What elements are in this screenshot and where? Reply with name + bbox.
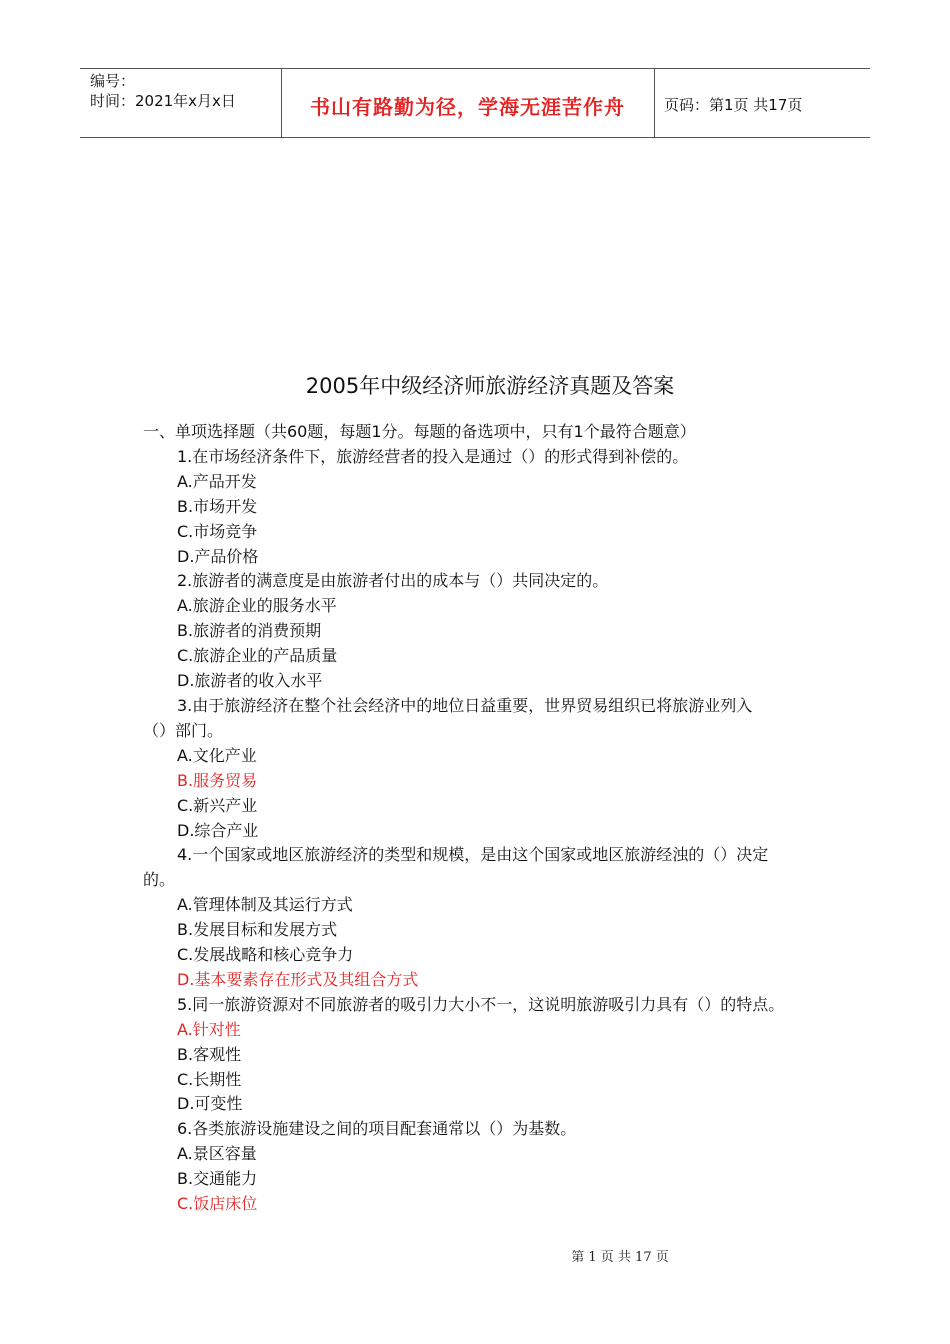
question-stem: 2.旅游者的满意度是由旅游者付出的成本与（）共同决定的。 [177, 571, 609, 591]
option: B.发展目标和发展方式 [177, 920, 338, 940]
header-page-info: 页码：第1页 共17页 [664, 96, 803, 114]
option: C.新兴产业 [177, 795, 258, 815]
option: B.旅游者的消费预期 [177, 621, 322, 641]
question-stem: 6.各类旅游设施建设之间的项目配套通常以（）为基数。 [177, 1119, 577, 1139]
option: A.管理体制及其运行方式 [177, 895, 353, 915]
header-code-label: 编号： [90, 72, 136, 90]
question-stem: 5.同一旅游资源对不同旅游者的吸引力大小不一，这说明旅游吸引力具有（）的特点。 [177, 994, 785, 1014]
document-body [143, 420, 813, 1217]
question-stem-continued: 的。 [143, 870, 176, 890]
option: B.客观性 [177, 1044, 242, 1064]
option-answer: D.基本要素存在形式及其组合方式 [177, 969, 419, 989]
option-answer: B.服务贸易 [177, 770, 258, 790]
option: C.发展战略和核心竞争力 [177, 945, 354, 965]
question-stem: 1.在市场经济条件下，旅游经营者的投入是通过（）的形式得到补偿的。 [177, 446, 689, 466]
header-motto: 书山有路勤为径，学海无涯苦作舟 [310, 95, 625, 119]
option: A.文化产业 [177, 745, 257, 765]
section-heading: 一、单项选择题（共60题，每题1分。每题的备选项中，只有1个最符合题意） [143, 422, 696, 441]
option: D.可变性 [177, 1094, 243, 1114]
page-footer: 第 1 页 共 17 页 [571, 1250, 669, 1265]
option: D.旅游者的收入水平 [177, 671, 323, 691]
option: C.旅游企业的产品质量 [177, 646, 338, 666]
option: B.交通能力 [177, 1169, 258, 1189]
option: A.旅游企业的服务水平 [177, 596, 337, 616]
option-answer: A.针对性 [177, 1019, 241, 1039]
option: A.景区容量 [177, 1144, 257, 1164]
option: D.综合产业 [177, 820, 259, 840]
question-stem-continued: （）部门。 [143, 720, 224, 740]
page-header-table [80, 68, 870, 138]
document-title: 2005年中级经济师旅游经济真题及答案 [305, 374, 675, 398]
option: C.市场竞争 [177, 521, 258, 541]
option-answer: C.饭店床位 [177, 1194, 258, 1214]
option: A.产品开发 [177, 471, 257, 491]
question-stem: 3.由于旅游经济在整个社会经济中的地位日益重要，世界贸易组织已将旅游业列入 [177, 695, 753, 715]
question-stem: 4.一个国家或地区旅游经济的类型和规模，是由这个国家或地区旅游经浊的（）决定 [177, 845, 769, 865]
option: C.长期性 [177, 1069, 242, 1089]
option: B.市场开发 [177, 496, 258, 516]
header-time-label: 时间：2021年x月x日 [90, 92, 236, 110]
option: D.产品价格 [177, 546, 259, 566]
header-divider [654, 69, 655, 137]
